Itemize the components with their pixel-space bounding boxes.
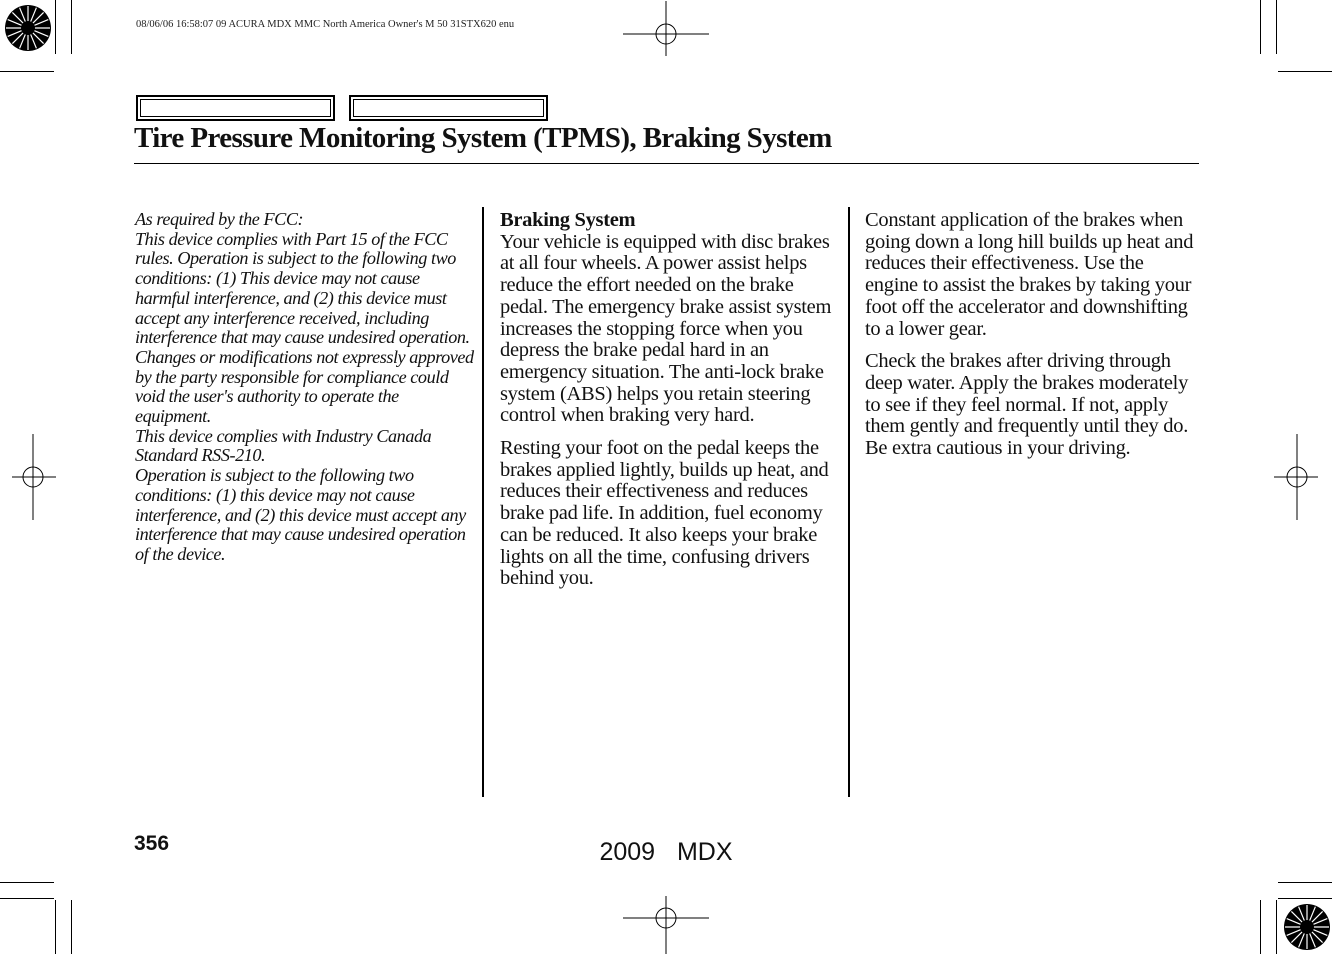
registration-starburst-icon [1282, 902, 1332, 952]
section-heading: Braking System [500, 209, 636, 231]
footer-model: 2009 MDX [599, 838, 733, 866]
registration-crosshair-icon [623, 0, 709, 77]
fcc-line: Changes or modifications not expressly approved by the party responsible for compliance could void the user's authority to operate the equipment. [135, 346, 474, 427]
fcc-line: Operation is subject to the following two conditions: (1) this device may not cause interference, and (2) this device must accept any interference that may cause undesired operation of the device. [135, 465, 466, 564]
print-slug: 08/06/06 16:58:07 09 ACURA MDX MMC North America Owner's M 50 31STX620 enu [136, 19, 515, 30]
page-number: 356 [134, 832, 170, 855]
column-divider [482, 207, 484, 797]
body-paragraph: Your vehicle is equipped with disc brakes at all four wheels. A power assist helps reduce the effort needed on the brake pedal. The emergency brake assist system increases the stopping force when you depress the brake pedal hard in an emergency situation. The anti-lock brake system (ABS) helps you retain steering control when braking very hard. [500, 230, 832, 427]
column-divider [848, 207, 850, 797]
registration-crosshair-icon [623, 875, 709, 961]
fcc-line: As required by the FCC: [135, 209, 304, 229]
braking-section-continued [865, 210, 1200, 460]
fcc-line: This device complies with Industry Canada Standard RSS-210. [135, 425, 432, 466]
body-paragraph: Check the brakes after driving through deep water. Apply the brakes moderately to see if they feel normal. If not, apply them gently and frequently until they do. Be extra cautious in your driving. [865, 350, 1189, 460]
fcc-line: This device complies with Part 15 of the FCC rules. Operation is subject to the following two conditions: (1) This device may not cause harmful interference, and (2) this device must accept any interference received, including interference that may cause undesired operation. [135, 228, 470, 348]
registration-crosshair-icon [0, 434, 76, 520]
fcc-notice [135, 210, 475, 565]
section-tab-box [136, 95, 335, 121]
page-title: Tire Pressure Monitoring System (TPMS), Braking System [134, 122, 832, 154]
registration-starburst-icon [3, 3, 53, 53]
registration-crosshair-icon [1254, 434, 1332, 520]
braking-section [500, 210, 835, 590]
section-tab-box [349, 95, 548, 121]
body-paragraph: Resting your foot on the pedal keeps the brakes applied lightly, builds up heat, and reduces their effectiveness and reduces brake pad life. In addition, fuel economy can be reduced. It also keeps your brake lights on all the time, confusing drivers behind you. [500, 437, 829, 590]
title-divider [134, 163, 1199, 164]
body-paragraph: Constant application of the brakes when going down a long hill builds up heat and reduces their effectiveness. Use the engine to assist the brakes by taking your foot off the accelerator and downshifting to a lower gear. [865, 209, 1194, 340]
